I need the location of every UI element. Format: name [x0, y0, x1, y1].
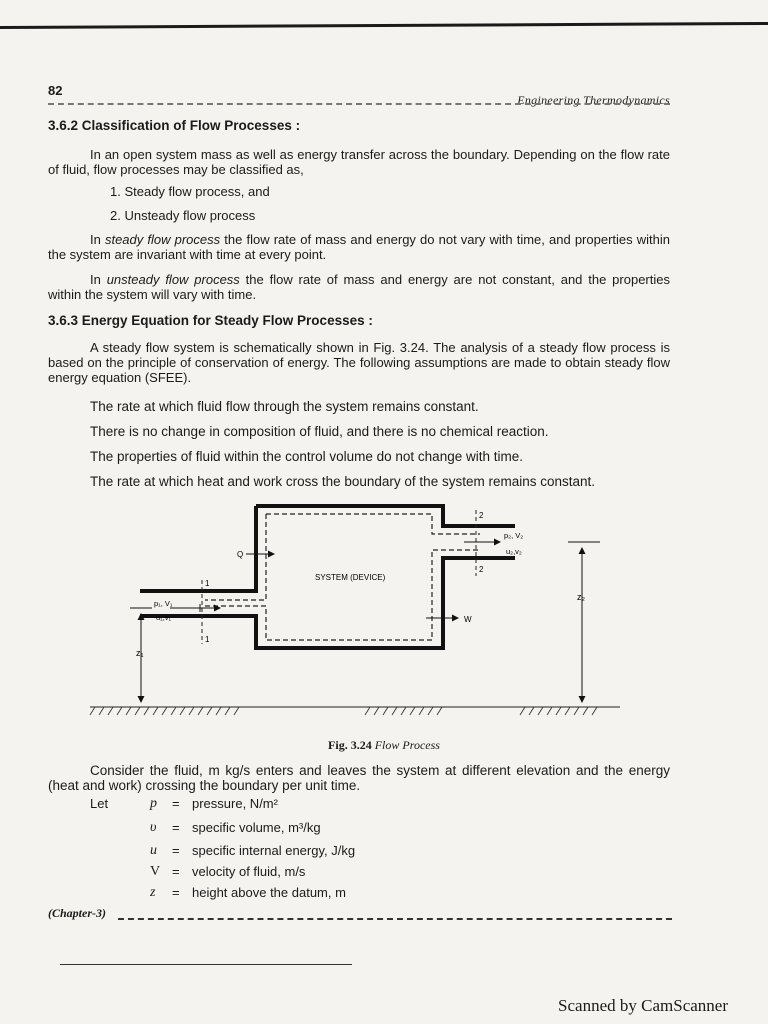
device-outer-wall: [256, 506, 515, 526]
section-3-6-2-intro: In an open system mass as well as energy transfer across the boundary. Depending on the flow rate of fluid, flow processes may be classified as,: [48, 147, 670, 177]
flow-process-diagram: [60, 496, 640, 730]
inlet-property-label: u₁,v₁: [156, 613, 172, 622]
variable-row: V = velocity of fluid, m/s: [150, 864, 306, 879]
section-heading-3-6-3: 3.6.3 Energy Equation for Steady Flow Processes :: [48, 313, 373, 328]
section-1-label: 1: [205, 635, 210, 644]
section-2-label: 2: [479, 565, 484, 574]
bottom-rule: [60, 964, 352, 965]
assumption-item: The properties of fluid within the control volume do not change with time.: [90, 449, 523, 464]
list-item: 2. Unsteady flow process: [110, 208, 256, 223]
let-label: Let: [90, 796, 109, 811]
device-outer-wall: [140, 506, 256, 591]
work-label: W: [464, 615, 472, 624]
section-3-6-3-intro: A steady flow system is schematically shown in Fig. 3.24. The analysis of a steady flow process is based on the principle of conservation of energy. The following assumptions are made to obtain steady flow energy equation (SFEE).: [48, 340, 670, 385]
steady-flow-term: steady flow process: [104, 232, 221, 247]
unsteady-flow-paragraph: In unsteady flow process the flow rate of mass and energy are not constant, and the properties within the system will vary with time.: [48, 272, 670, 302]
device-outer-wall: [140, 558, 515, 648]
inlet-property-label: p₁, V₁: [154, 599, 173, 608]
variable-row: υ = specific volume, m³/kg: [150, 820, 321, 835]
z2-label: z₂: [577, 592, 585, 602]
footer-dash-rule: [118, 918, 672, 920]
figure-caption: Fig. 3.24 Flow Process: [328, 738, 440, 752]
assumption-item: The rate at which heat and work cross the boundary of the system remains constant.: [90, 474, 596, 489]
running-title: Engineering Thermodynamics: [517, 93, 670, 107]
list-item: 1. Steady flow process, and: [110, 184, 270, 199]
unsteady-flow-term: unsteady flow process: [106, 272, 240, 287]
variable-row: p = pressure, N/m²: [150, 796, 278, 811]
section-1-label: 1: [205, 579, 210, 588]
page-number: 82: [48, 83, 63, 98]
outlet-property-label: u₂,v₂: [506, 547, 522, 556]
z1-label: z₁: [136, 648, 144, 658]
after-figure-paragraph: Consider the fluid, m kg/s enters and leaves the system at different elevation and the energy (heat and work) crossing the boundary per unit time.: [48, 763, 670, 793]
system-label: SYSTEM (DEVICE): [315, 573, 386, 582]
assumption-item: The rate at which fluid flow through the system remains constant.: [90, 399, 479, 414]
variable-row: u = specific internal energy, J/kg: [150, 843, 356, 858]
top-border-rule: [0, 22, 768, 29]
datum-hatching: [90, 707, 597, 715]
variable-row: z = height above the datum, m: [150, 885, 346, 900]
outlet-property-label: p₂, V₂: [504, 531, 524, 540]
heat-label: Q: [237, 550, 244, 559]
scanner-watermark: Scanned by CamScanner: [558, 996, 728, 1015]
section-2-label: 2: [479, 511, 484, 520]
section-heading-3-6-2: 3.6.2 Classification of Flow Processes :: [48, 118, 301, 133]
chapter-footer-label: (Chapter-3): [48, 906, 106, 920]
header-dash-rule: [48, 103, 670, 105]
steady-flow-paragraph: In steady flow process the flow rate of mass and energy do not vary with time, and properties within the system are invariant with time at every point.: [48, 232, 670, 262]
assumption-item: There is no change in composition of fluid, and there is no chemical reaction.: [90, 424, 549, 439]
